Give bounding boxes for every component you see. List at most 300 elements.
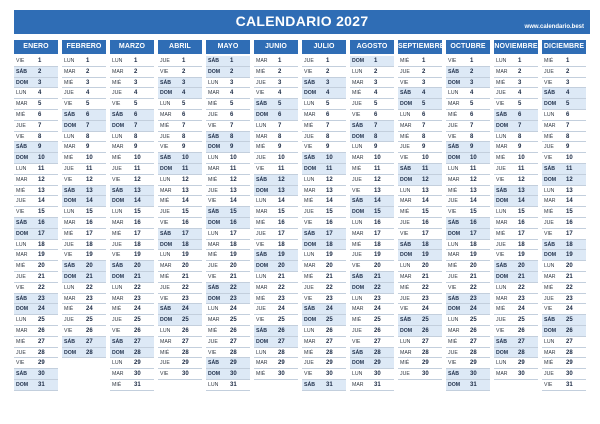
weekday-label: MIÉ bbox=[352, 165, 362, 172]
day-number: 17 bbox=[374, 230, 381, 237]
day-row bbox=[446, 56, 490, 67]
day-number: 7 bbox=[374, 122, 378, 129]
day-number: 18 bbox=[518, 241, 525, 248]
day-row bbox=[254, 132, 298, 143]
day-row bbox=[446, 164, 490, 175]
weekday-label: MIÉ bbox=[304, 198, 314, 205]
weekday-label: SÁB bbox=[112, 111, 123, 118]
day-row bbox=[158, 283, 202, 294]
day-number: 31 bbox=[38, 381, 45, 388]
day-row bbox=[398, 142, 442, 153]
day-number: 24 bbox=[374, 306, 381, 313]
weekday-label: JUE bbox=[496, 90, 506, 97]
day-number: 8 bbox=[182, 133, 186, 140]
day-number: 9 bbox=[326, 144, 330, 151]
day-number: 30 bbox=[278, 371, 285, 378]
weekday-label: MAR bbox=[400, 122, 412, 129]
day-row bbox=[542, 380, 586, 391]
calendar-title-banner bbox=[14, 10, 590, 34]
day-row bbox=[398, 240, 442, 251]
day-row bbox=[302, 250, 346, 261]
day-row bbox=[302, 196, 346, 207]
weekday-label: JUE bbox=[160, 133, 170, 140]
day-row bbox=[158, 196, 202, 207]
day-row bbox=[254, 218, 298, 229]
day-number: 15 bbox=[86, 209, 93, 216]
day-number: 11 bbox=[374, 165, 381, 172]
weekday-label: LUN bbox=[16, 90, 27, 97]
day-number: 19 bbox=[38, 252, 45, 259]
month-column-2 bbox=[110, 40, 154, 391]
day-number: 14 bbox=[422, 198, 429, 205]
day-row bbox=[62, 261, 106, 272]
weekday-label: MAR bbox=[448, 327, 460, 334]
weekday-label: SÁB bbox=[400, 165, 411, 172]
day-row bbox=[542, 56, 586, 67]
day-number: 25 bbox=[38, 317, 45, 324]
month-days bbox=[206, 56, 250, 391]
day-row bbox=[206, 283, 250, 294]
day-row bbox=[110, 229, 154, 240]
day-row bbox=[494, 56, 538, 67]
month-header: JULIO bbox=[302, 40, 346, 54]
day-row bbox=[494, 78, 538, 89]
weekday-label: SÁB bbox=[256, 176, 267, 183]
day-number: 17 bbox=[134, 230, 141, 237]
day-number: 4 bbox=[134, 90, 138, 97]
day-number: 9 bbox=[38, 144, 42, 151]
day-number: 15 bbox=[278, 209, 285, 216]
weekday-label: MIÉ bbox=[400, 360, 410, 367]
day-row bbox=[446, 261, 490, 272]
weekday-label: SÁB bbox=[160, 306, 171, 313]
day-number: 24 bbox=[134, 306, 141, 313]
weekday-label: MAR bbox=[16, 252, 28, 259]
weekday-label: MAR bbox=[400, 198, 412, 205]
day-number: 11 bbox=[518, 165, 525, 172]
month-header: ENERO bbox=[14, 40, 58, 54]
day-row bbox=[542, 283, 586, 294]
day-row bbox=[446, 358, 490, 369]
day-row bbox=[158, 218, 202, 229]
day-row bbox=[110, 380, 154, 391]
weekday-label: DOM bbox=[544, 327, 557, 334]
weekday-label: LUN bbox=[352, 371, 363, 378]
day-number: 3 bbox=[230, 79, 234, 86]
day-row bbox=[62, 337, 106, 348]
day-number: 20 bbox=[182, 263, 189, 270]
weekday-label: VIE bbox=[16, 133, 25, 140]
weekday-label: SÁB bbox=[304, 79, 315, 86]
day-row bbox=[398, 175, 442, 186]
day-number: 10 bbox=[470, 155, 477, 162]
day-row bbox=[206, 99, 250, 110]
day-number: 2 bbox=[470, 68, 474, 75]
day-row bbox=[350, 67, 394, 78]
day-number: 29 bbox=[518, 360, 525, 367]
weekday-label: DOM bbox=[208, 371, 221, 378]
weekday-label: JUE bbox=[160, 58, 170, 64]
day-number: 11 bbox=[278, 165, 285, 172]
day-row bbox=[350, 196, 394, 207]
day-row bbox=[62, 250, 106, 261]
day-number: 1 bbox=[326, 58, 330, 64]
day-number: 13 bbox=[278, 187, 285, 194]
day-number: 17 bbox=[86, 230, 93, 237]
day-number: 29 bbox=[134, 360, 141, 367]
weekday-label: VIE bbox=[160, 371, 169, 378]
day-row bbox=[494, 121, 538, 132]
day-number: 19 bbox=[566, 252, 573, 259]
weekday-label: SÁB bbox=[400, 90, 411, 97]
day-number: 15 bbox=[566, 209, 573, 216]
day-number: 12 bbox=[86, 176, 93, 183]
weekday-label: JUE bbox=[208, 187, 218, 194]
day-number: 4 bbox=[422, 90, 426, 97]
day-row bbox=[302, 218, 346, 229]
day-row bbox=[254, 348, 298, 359]
day-number: 20 bbox=[566, 263, 573, 270]
day-number: 8 bbox=[230, 133, 234, 140]
day-row bbox=[494, 337, 538, 348]
day-row bbox=[254, 88, 298, 99]
month-column-4 bbox=[206, 40, 250, 391]
day-number: 10 bbox=[182, 155, 189, 162]
weekday-label: JUE bbox=[64, 90, 74, 97]
day-number: 6 bbox=[470, 111, 474, 118]
day-row bbox=[254, 337, 298, 348]
day-row bbox=[62, 315, 106, 326]
day-number: 6 bbox=[326, 111, 330, 118]
weekday-label: DOM bbox=[400, 252, 413, 259]
day-row bbox=[446, 186, 490, 197]
weekday-label: JUE bbox=[496, 165, 506, 172]
day-number: 9 bbox=[86, 144, 90, 151]
day-number: 4 bbox=[230, 90, 234, 97]
weekday-label: LUN bbox=[160, 101, 171, 108]
weekday-label: VIE bbox=[544, 381, 553, 388]
day-row bbox=[398, 229, 442, 240]
weekday-label: MIÉ bbox=[544, 360, 554, 367]
day-row bbox=[62, 283, 106, 294]
day-row bbox=[254, 121, 298, 132]
weekday-label: VIE bbox=[400, 230, 409, 237]
day-number: 7 bbox=[38, 122, 42, 129]
day-number: 1 bbox=[422, 58, 426, 64]
day-row bbox=[350, 304, 394, 315]
weekday-label: JUE bbox=[496, 317, 506, 324]
day-number: 13 bbox=[230, 187, 237, 194]
day-number: 11 bbox=[326, 165, 333, 172]
day-row bbox=[542, 110, 586, 121]
day-number: 22 bbox=[134, 284, 141, 291]
day-number: 27 bbox=[278, 338, 285, 345]
day-row bbox=[158, 315, 202, 326]
day-number: 12 bbox=[470, 176, 477, 183]
day-row bbox=[350, 207, 394, 218]
day-row bbox=[254, 196, 298, 207]
day-row bbox=[542, 88, 586, 99]
day-row bbox=[350, 132, 394, 143]
day-row bbox=[302, 294, 346, 305]
day-row bbox=[302, 99, 346, 110]
month-header: ABRIL bbox=[158, 40, 202, 54]
day-row bbox=[14, 229, 58, 240]
weekday-label: MIÉ bbox=[352, 90, 362, 97]
weekday-label: VIE bbox=[160, 144, 169, 151]
day-row bbox=[542, 121, 586, 132]
day-number: 9 bbox=[518, 144, 522, 151]
day-row bbox=[254, 294, 298, 305]
day-number: 24 bbox=[422, 306, 429, 313]
weekday-label: DOM bbox=[448, 230, 461, 237]
day-row bbox=[350, 315, 394, 326]
day-row bbox=[254, 99, 298, 110]
day-row bbox=[542, 142, 586, 153]
day-row bbox=[14, 196, 58, 207]
day-row bbox=[158, 56, 202, 67]
weekday-label: LUN bbox=[400, 111, 411, 118]
day-number: 17 bbox=[422, 230, 429, 237]
day-row bbox=[254, 369, 298, 380]
weekday-label: LUN bbox=[304, 101, 315, 108]
day-number: 2 bbox=[38, 68, 42, 75]
day-number: 14 bbox=[182, 198, 189, 205]
weekday-label: VIE bbox=[112, 327, 121, 334]
weekday-label: LUN bbox=[304, 176, 315, 183]
weekday-label: SÁB bbox=[496, 263, 507, 270]
day-number: 30 bbox=[182, 371, 189, 378]
weekday-label: SÁB bbox=[208, 133, 219, 140]
day-number: 30 bbox=[230, 371, 237, 378]
weekday-label: MAR bbox=[304, 111, 316, 118]
day-row bbox=[302, 261, 346, 272]
day-row bbox=[446, 337, 490, 348]
day-number: 29 bbox=[470, 360, 477, 367]
day-number: 25 bbox=[518, 317, 525, 324]
day-row bbox=[158, 358, 202, 369]
day-row bbox=[110, 261, 154, 272]
day-row bbox=[398, 261, 442, 272]
day-number: 13 bbox=[326, 187, 333, 194]
day-row bbox=[494, 261, 538, 272]
day-number: 14 bbox=[38, 198, 45, 205]
day-row bbox=[206, 240, 250, 251]
day-number: 11 bbox=[422, 165, 429, 172]
day-row bbox=[254, 272, 298, 283]
weekday-label: MAR bbox=[352, 306, 364, 313]
day-number: 27 bbox=[230, 338, 237, 345]
day-number: 8 bbox=[326, 133, 330, 140]
weekday-label: LUN bbox=[256, 273, 267, 280]
day-row bbox=[446, 326, 490, 337]
day-number: 23 bbox=[230, 295, 237, 302]
weekday-label: SÁB bbox=[544, 317, 555, 324]
day-number: 27 bbox=[470, 338, 477, 345]
day-number: 5 bbox=[374, 101, 378, 108]
day-row bbox=[350, 261, 394, 272]
day-row bbox=[254, 110, 298, 121]
day-number: 16 bbox=[230, 219, 237, 226]
website-label: www.calendario.best bbox=[524, 24, 584, 30]
weekday-label: MAR bbox=[304, 338, 316, 345]
weekday-label: LUN bbox=[160, 252, 171, 259]
day-number: 30 bbox=[326, 371, 333, 378]
day-row bbox=[398, 56, 442, 67]
weekday-label: VIE bbox=[16, 360, 25, 367]
day-row bbox=[350, 229, 394, 240]
weekday-label: DOM bbox=[208, 219, 221, 226]
weekday-label: MIÉ bbox=[448, 187, 458, 194]
day-row bbox=[302, 272, 346, 283]
weekday-label: DOM bbox=[352, 58, 365, 64]
weekday-label: MAR bbox=[304, 187, 316, 194]
day-number: 22 bbox=[182, 284, 189, 291]
day-number: 29 bbox=[326, 360, 333, 367]
day-number: 18 bbox=[38, 241, 45, 248]
day-row bbox=[254, 164, 298, 175]
weekday-label: LUN bbox=[304, 252, 315, 259]
day-number: 16 bbox=[566, 219, 573, 226]
day-row bbox=[206, 110, 250, 121]
weekday-label: VIE bbox=[64, 101, 73, 108]
weekday-label: MIÉ bbox=[256, 144, 266, 151]
day-row bbox=[398, 358, 442, 369]
day-row bbox=[206, 132, 250, 143]
day-number: 4 bbox=[182, 90, 186, 97]
weekday-label: JUE bbox=[112, 317, 122, 324]
day-number: 16 bbox=[470, 219, 477, 226]
day-row bbox=[302, 110, 346, 121]
day-row bbox=[62, 142, 106, 153]
day-row bbox=[398, 272, 442, 283]
day-number: 9 bbox=[134, 144, 138, 151]
day-row bbox=[14, 164, 58, 175]
weekday-label: DOM bbox=[64, 273, 77, 280]
weekday-label: JUE bbox=[16, 122, 26, 129]
day-row bbox=[110, 348, 154, 359]
day-number: 13 bbox=[182, 187, 189, 194]
day-row bbox=[158, 261, 202, 272]
day-number: 27 bbox=[134, 338, 141, 345]
day-number: 2 bbox=[326, 68, 330, 75]
day-row bbox=[446, 250, 490, 261]
day-row bbox=[542, 207, 586, 218]
day-row bbox=[542, 250, 586, 261]
day-number: 4 bbox=[470, 90, 474, 97]
weekday-label: VIE bbox=[496, 252, 505, 259]
day-number: 15 bbox=[38, 209, 45, 216]
day-row bbox=[494, 229, 538, 240]
weekday-label: JUE bbox=[496, 241, 506, 248]
month-days bbox=[14, 56, 58, 391]
weekday-label: MIÉ bbox=[448, 338, 458, 345]
day-row bbox=[446, 348, 490, 359]
day-row bbox=[302, 67, 346, 78]
weekday-label: LUN bbox=[400, 338, 411, 345]
day-number: 7 bbox=[182, 122, 186, 129]
day-number: 13 bbox=[374, 187, 381, 194]
day-number: 23 bbox=[374, 295, 381, 302]
day-row bbox=[398, 132, 442, 143]
day-row bbox=[302, 207, 346, 218]
day-row bbox=[494, 315, 538, 326]
day-row bbox=[206, 164, 250, 175]
day-row bbox=[158, 67, 202, 78]
weekday-label: VIE bbox=[496, 327, 505, 334]
weekday-label: VIE bbox=[160, 68, 169, 75]
day-number: 6 bbox=[278, 111, 282, 118]
day-row bbox=[206, 337, 250, 348]
day-row bbox=[206, 121, 250, 132]
day-row bbox=[446, 380, 490, 391]
day-row bbox=[62, 304, 106, 315]
day-number: 24 bbox=[182, 306, 189, 313]
weekday-label: DOM bbox=[352, 360, 365, 367]
day-row bbox=[494, 207, 538, 218]
day-number: 9 bbox=[470, 144, 474, 151]
weekday-label: SÁB bbox=[112, 263, 123, 270]
day-row bbox=[14, 132, 58, 143]
weekday-label: JUE bbox=[208, 263, 218, 270]
weekday-label: LUN bbox=[352, 219, 363, 226]
day-number: 14 bbox=[518, 198, 525, 205]
weekday-label: VIE bbox=[256, 317, 265, 324]
day-number: 30 bbox=[374, 371, 381, 378]
weekday-label: LUN bbox=[448, 317, 459, 324]
day-number: 28 bbox=[326, 349, 333, 356]
day-number: 29 bbox=[38, 360, 45, 367]
day-number: 16 bbox=[86, 219, 93, 226]
weekday-label: LUN bbox=[352, 144, 363, 151]
day-number: 3 bbox=[566, 79, 570, 86]
weekday-label: VIE bbox=[208, 273, 217, 280]
weekday-label: MIÉ bbox=[64, 79, 74, 86]
weekday-label: MAR bbox=[208, 165, 220, 172]
month-header: MARZO bbox=[110, 40, 154, 54]
day-number: 24 bbox=[566, 306, 573, 313]
day-row bbox=[206, 186, 250, 197]
day-number: 28 bbox=[230, 349, 237, 356]
day-number: 16 bbox=[134, 219, 141, 226]
day-row bbox=[110, 175, 154, 186]
day-row bbox=[494, 196, 538, 207]
weekday-label: DOM bbox=[16, 306, 29, 313]
weekday-label: VIE bbox=[304, 144, 313, 151]
day-row bbox=[110, 142, 154, 153]
weekday-label: DOM bbox=[112, 273, 125, 280]
weekday-label: LUN bbox=[496, 360, 507, 367]
day-number: 21 bbox=[86, 273, 93, 280]
weekday-label: DOM bbox=[496, 273, 509, 280]
month-days bbox=[62, 56, 106, 358]
day-number: 22 bbox=[326, 284, 333, 291]
day-number: 29 bbox=[422, 360, 429, 367]
day-row bbox=[398, 283, 442, 294]
day-row bbox=[494, 186, 538, 197]
weekday-label: MIÉ bbox=[256, 219, 266, 226]
day-number: 12 bbox=[422, 176, 429, 183]
day-row bbox=[350, 283, 394, 294]
day-row bbox=[14, 110, 58, 121]
day-number: 22 bbox=[566, 284, 573, 291]
day-number: 19 bbox=[326, 252, 333, 259]
day-number: 29 bbox=[182, 360, 189, 367]
day-row bbox=[110, 110, 154, 121]
day-row bbox=[350, 164, 394, 175]
day-row bbox=[542, 186, 586, 197]
day-number: 22 bbox=[230, 284, 237, 291]
